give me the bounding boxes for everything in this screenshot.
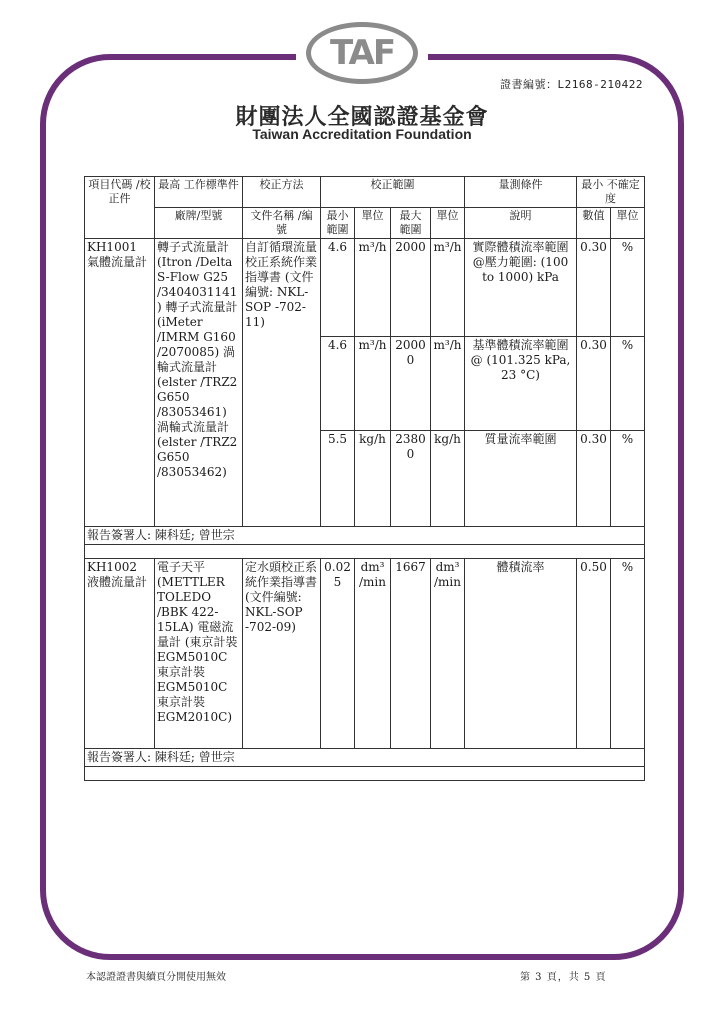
unit-cell: % (611, 559, 645, 749)
method-cell: 定水頭校正系統作業指導書 (文件編號: NKL-SOP -702-09) (243, 559, 321, 749)
accreditation-table (84, 176, 645, 781)
condition-cell: 實際體積流率範圍 @壓力範圍: (100 to 1000) kPa (465, 239, 577, 337)
signer-row (85, 749, 645, 767)
method-cell: 自訂循環流量校正系統作業指導書 (文件編號: NKL-SOP -702-11) (243, 239, 321, 527)
standard-cell: 轉子式流量計 (Itron /Delta S-Flow G25 /3404031141) 轉子式流量計 (iMeter /IMRM G160 /2070085) 渦輪式流量計 (elster /TRZ2 G650 /83053461) 渦輪式流量計 (elster /TRZ2 G650 /83053462) (155, 239, 243, 527)
header-max-range: 最大 範圍 (391, 208, 431, 239)
signer-row (85, 527, 645, 545)
header-min-range: 最小 範圍 (321, 208, 355, 239)
min-range-cell: 4.6 (321, 337, 355, 431)
spacer-cell (85, 767, 645, 781)
page-number: 第 3 頁，共 5 頁 (520, 972, 607, 983)
header-doc-name: 文件名稱 /編號 (243, 208, 321, 239)
header-conditions: 量測條件 (465, 177, 577, 208)
header-range: 校正範圍 (321, 177, 465, 208)
item-code-cell: KH1001 氣體流量計 (85, 239, 155, 527)
header-item-code: 項目代碼 /校正件 (85, 177, 155, 239)
header-unit-max: 單位 (431, 208, 465, 239)
org-name-zh: 財團法人全國認證基金會 (235, 105, 489, 130)
value-cell: 0.30 (577, 239, 611, 337)
min-range-cell: 5.5 (321, 431, 355, 527)
standard-cell: 電子天平 (METTLER TOLEDO /BBK 422-15LA) 電磁流量計 (東京計裝 EGM5010C 東京計裝 EGM5010C 東京計裝 EGM2010C) (155, 559, 243, 749)
spacer-row (85, 767, 645, 781)
unit-max-cell: kg/h (431, 431, 465, 527)
header-max-std: 最高 工作標準件 (155, 177, 243, 208)
header-uncertainty: 最小 不確定度 (577, 177, 645, 208)
table-row (85, 239, 645, 337)
condition-cell: 體積流率 (465, 559, 577, 749)
min-range-cell: 0.025 (321, 559, 355, 749)
unit-cell: % (611, 337, 645, 431)
header-brand-model: 廠牌/型號 (155, 208, 243, 239)
certificate-number: 證書編號：L2168-210422 (500, 78, 643, 91)
logo-text: TAF (329, 33, 395, 73)
max-range-cell: 23800 (391, 431, 431, 527)
header-method: 校正方法 (243, 177, 321, 208)
item-code-cell: KH1002 液體流量計 (85, 559, 155, 749)
spacer-row (85, 545, 645, 559)
spacer-cell (85, 545, 645, 559)
unit-max-cell: m³/h (431, 337, 465, 431)
max-range-cell: 1667 (391, 559, 431, 749)
footer-note: 本認證證書與續頁分開使用無效 (86, 972, 226, 983)
min-range-cell: 4.6 (321, 239, 355, 337)
org-name-en: Taiwan Accreditation Foundation (252, 126, 472, 142)
max-range-cell: 2000 (391, 239, 431, 337)
unit-min-cell: m³/h (355, 337, 391, 431)
header-unit-min: 單位 (355, 208, 391, 239)
max-range-cell: 20000 (391, 337, 431, 431)
condition-cell: 質量流率範圍 (465, 431, 577, 527)
unit-min-cell: dm³ /min (355, 559, 391, 749)
value-cell: 0.30 (577, 337, 611, 431)
unit-min-cell: kg/h (355, 431, 391, 527)
header-unit: 單位 (611, 208, 645, 239)
value-cell: 0.50 (577, 559, 611, 749)
signer-text: 報告簽署人: 陳科廷; 曾世宗 (85, 749, 645, 767)
unit-cell: % (611, 431, 645, 527)
header-value: 數值 (577, 208, 611, 239)
unit-max-cell: m³/h (431, 239, 465, 337)
signer-text: 報告簽署人: 陳科廷; 曾世宗 (85, 527, 645, 545)
taf-logo (306, 22, 418, 84)
table-row (85, 559, 645, 749)
header-description: 說明 (465, 208, 577, 239)
unit-min-cell: m³/h (355, 239, 391, 337)
unit-max-cell: dm³ /min (431, 559, 465, 749)
unit-cell: % (611, 239, 645, 337)
condition-cell: 基準體積流率範圍 @ (101.325 kPa, 23 °C) (465, 337, 577, 431)
value-cell: 0.30 (577, 431, 611, 527)
